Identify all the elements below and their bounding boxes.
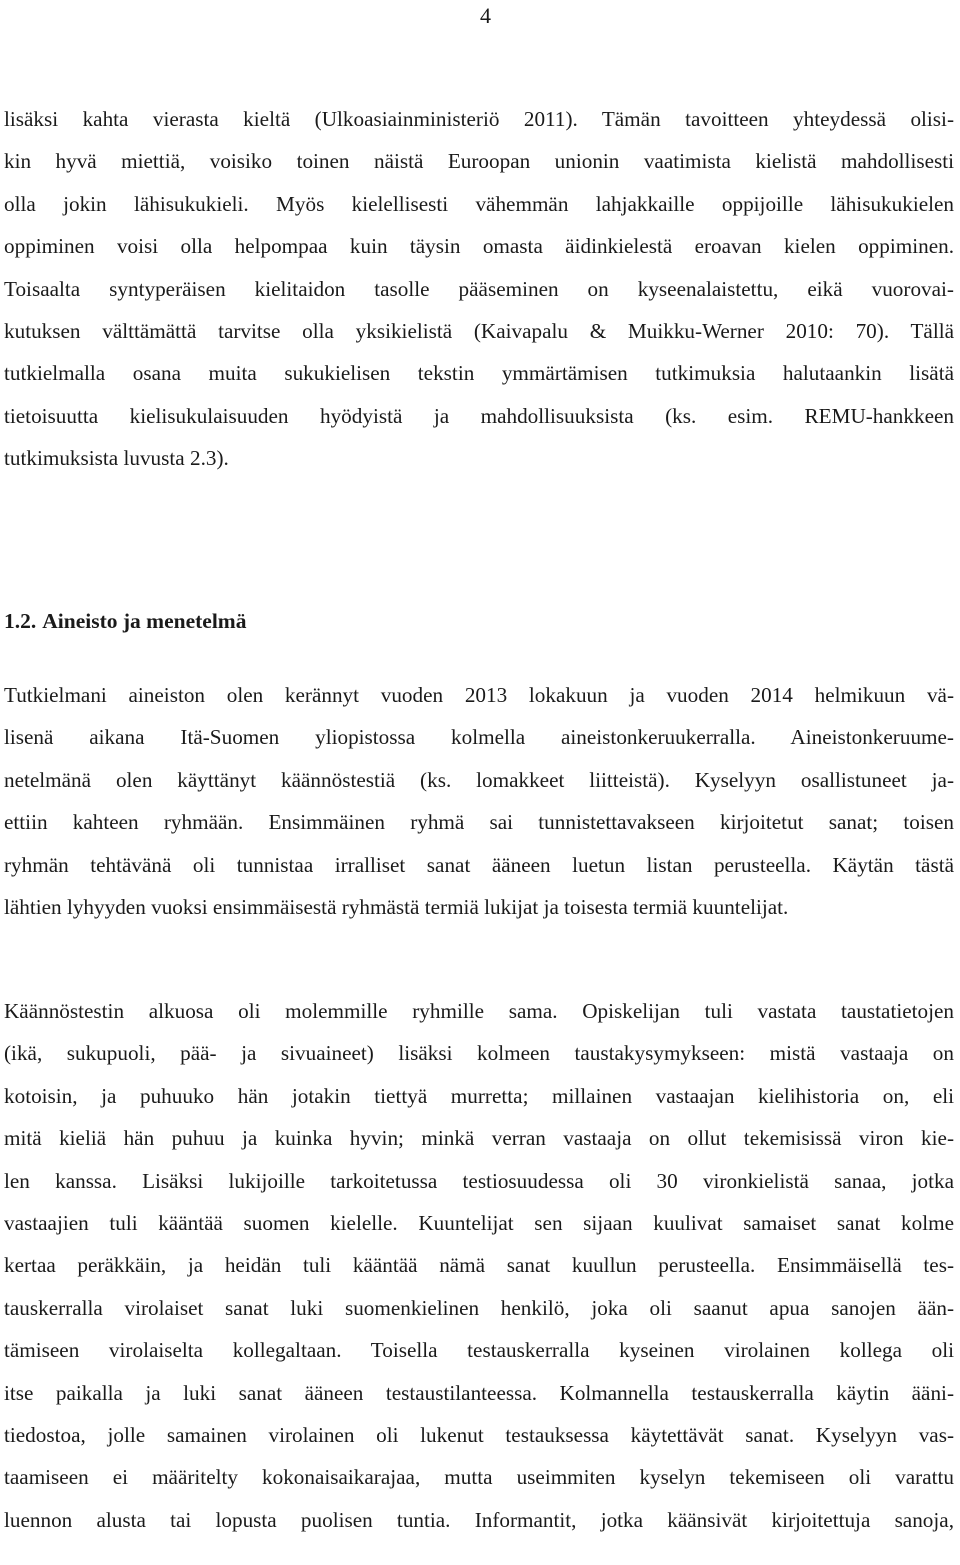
paragraph-line: itse paikalla ja luki sanat ääneen testaustilanteessa. Kolmannella testauskerralla käytin ääni-: [4, 1380, 954, 1405]
paragraph-line: tiedostoa, jolle samainen virolainen oli lukenut testauksessa käytettävät sanat. Kyselyyn vas-: [4, 1422, 954, 1447]
paragraph-line: lisäksi kahta vierasta kieltä (Ulkoasiainministeriö 2011). Tämän tavoitteen yhteydessä olisi-: [4, 107, 954, 131]
paragraph-line: tutkimuksista luvusta 2.3).: [4, 446, 229, 471]
paragraph-line: lisenä aikana Itä-Suomen yliopistossa kolmella aineistonkeruukerralla. Aineistonkeruume-: [4, 725, 954, 750]
paragraph-line: kutuksen välttämättä tarvitse olla yksikielistä (Kaivapalu & Muikku-Werner 2010: 70). Tällä: [4, 318, 954, 343]
paragraph-line: kertaa peräkkäin, ja heidän tuli kääntää nämä sanat kuullun perusteella. Ensimmäisellä tes-: [4, 1253, 954, 1278]
paragraph-line: Käännöstestin alkuosa oli molemmille ryhmille sama. Opiskelijan tuli vastata taustatietojen: [4, 999, 954, 1023]
section-title: Aineisto ja menetelmä: [42, 609, 247, 633]
paragraph-3: [4, 990, 954, 1541]
paragraph-line: kin hyvä miettiä, voisiko toinen näistä Euroopan unionin vaatimista kielistä mahdollisesti: [4, 149, 954, 174]
paragraph-line: luennon alusta tai lopusta puolisen tuntia. Informantit, jotka käänsivät kirjoitettuja sanoja,: [4, 1507, 954, 1532]
paragraph-1: [4, 98, 954, 480]
paragraph-line: tauskerralla virolaiset sanat luki suomenkielinen henkilö, joka oli saanut apua sanojen ään-: [4, 1295, 954, 1320]
paragraph-line: taamiseen ei määritelty kokonaisaikarajaa, mutta useimmiten kyselyn tekemiseen oli varattu: [4, 1465, 954, 1490]
paragraph-line: tietoisuutta kielisukulaisuuden hyödyistä ja mahdollisuuksista (ks. esim. REMU-hankkeen: [4, 403, 954, 428]
paragraph-line: vastaajien tuli kääntää suomen kielelle. Kuuntelijat sen sijaan kuulivat samaiset sanat kolme: [4, 1210, 954, 1235]
paragraph-line: kotoisin, ja puhuuko hän jotakin tiettyä murretta; millainen vastaajan kielihistoria on, eli: [4, 1083, 954, 1108]
paragraph-line: netelmänä olen käyttänyt käännöstestiä (ks. lomakkeet liitteistä). Kyselyyn osallistuneet ja-: [4, 767, 954, 792]
paragraph-line: oppiminen voisi olla helpompaa kuin täysin omasta äidinkielestä eroavan kielen oppiminen.: [4, 234, 954, 259]
paragraph-line: tutkielmalla osana muita sukukielisen tekstin ymmärtämisen tutkimuksia halutaankin lisätä: [4, 361, 954, 386]
paragraph-line: tämiseen virolaiselta kollegaltaan. Toisella testauskerralla kyseinen virolainen kollega oli: [4, 1338, 954, 1363]
paragraph-line: Tutkielmani aineiston olen kerännyt vuoden 2013 lokakuun ja vuoden 2014 helmikuun vä-: [4, 683, 954, 707]
paragraph-line: olla jokin lähisukukieli. Myös kielellisesti vähemmän lahjakkaille oppijoille lähisukukielen: [4, 191, 954, 216]
section-heading: [4, 600, 246, 642]
paragraph-line: ryhmän tehtävänä oli tunnistaa irralliset sanat ääneen luetun listan perusteella. Käytän tästä: [4, 852, 954, 877]
paragraph-line: mitä kieliä hän puhuu ja kuinka hyvin; minkä verran vastaaja on ollut tekemisissä viron kie-: [4, 1126, 954, 1151]
section-number: 1.2.: [4, 609, 37, 633]
paragraph-line: (ikä, sukupuoli, pää- ja sivuaineet) lisäksi kolmeen taustakysymykseen: mistä vastaaja on: [4, 1041, 954, 1066]
paragraph-line: ettiin kahteen ryhmään. Ensimmäinen ryhmä sai tunnistettavakseen kirjoitetut sanat; toisen: [4, 810, 954, 835]
paragraph-2: [4, 674, 954, 928]
page-number: 4: [480, 3, 491, 28]
paragraph-line: Toisaalta syntyperäisen kielitaidon tasolle pääseminen on kyseenalaistettu, eikä vuorovai-: [4, 276, 954, 301]
paragraph-line: len kanssa. Lisäksi lukijoille tarkoitetussa testiosuudessa oli 30 vironkielistä sanaa, jotka: [4, 1168, 954, 1193]
paragraph-line: lähtien lyhyyden vuoksi ensimmäisestä ryhmästä termiä lukijat ja toisesta termiä kuuntelijat.: [4, 894, 789, 919]
